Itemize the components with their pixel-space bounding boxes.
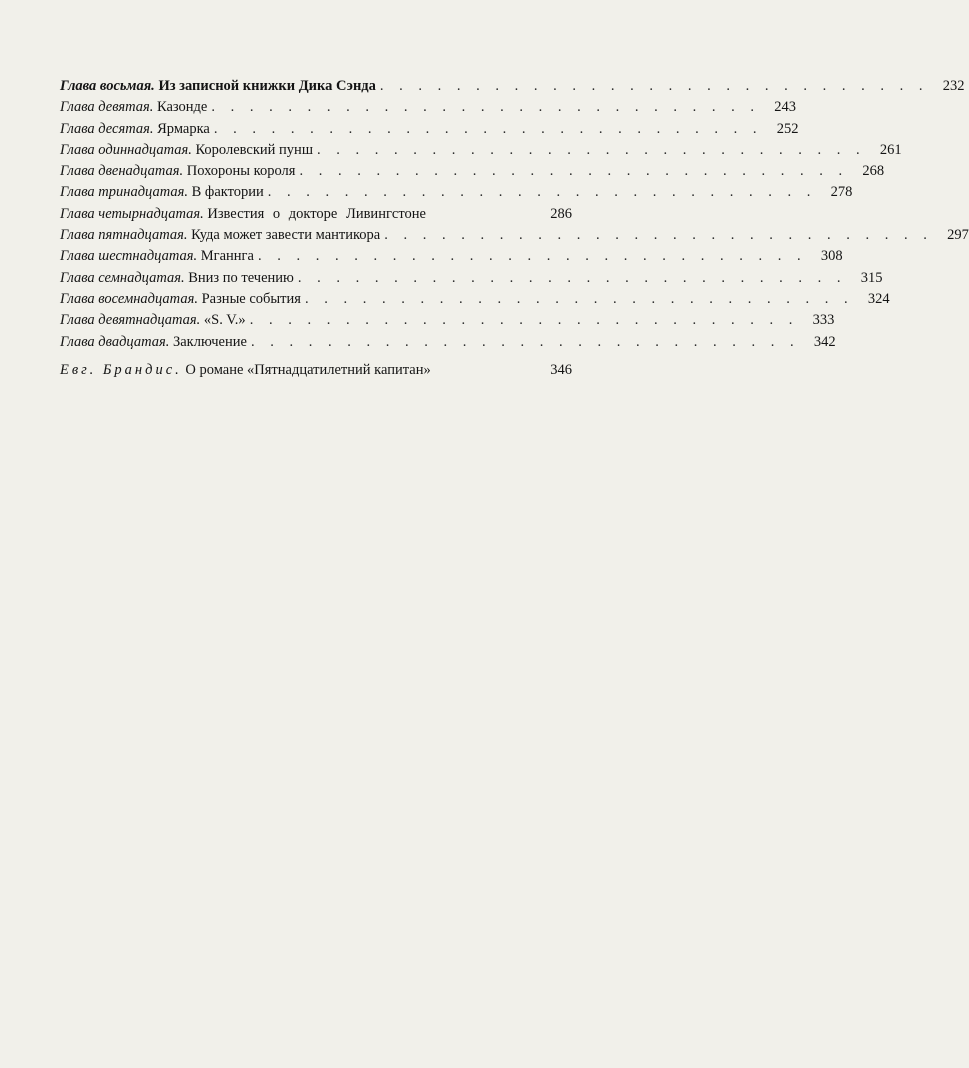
page-number: 333 [812,312,835,329]
chapter-number: Глава семнадцатая. [60,269,185,286]
chapter-title: Похороны короля [186,163,296,180]
toc-entry-12 [60,163,885,184]
page-number: 286 [550,205,572,222]
leader-dots: . . . . . . . . . . . . . . . . . . . . . . . . . . . . . [299,163,849,180]
page-number: 278 [830,184,853,201]
toc-entry-16 [60,248,843,269]
chapter-title: Казонде [156,99,208,116]
toc-entry-10 [60,120,799,142]
chapter-number: Глава двенадцатая. [60,163,184,180]
chapter-title: Разные события [201,290,301,307]
chapter-title: Куда может завести мантикора [191,227,381,244]
page-number: 308 [820,248,843,265]
toc-entry-15 [60,227,969,248]
page-number: 315 [860,269,883,286]
chapter-number: Глава пятнадцатая. [60,227,188,244]
toc-entry-14 [60,206,572,227]
chapter-number: Глава одиннадцатая. [60,141,192,158]
chapter-title: Ярмарка [157,120,210,137]
chapter-title: Известия о докторе Ливингстоне [207,205,426,222]
chapter-number: Глава четырнадцатая. [60,205,204,222]
leader-dots: . . . . . . . . . . . . . . . . . . . . . . . . . . . . . [317,141,866,158]
leader-dots: . . . . . . . . . . . . . . . . . . . . . . . . . . . . . [297,269,847,286]
chapter-title: «S. V.» [203,312,246,329]
toc-entry-afterword [60,362,572,383]
page-number: 261 [879,141,902,158]
toc-entry-8 [60,78,965,99]
chapter-number: Глава девятнадцатая. [60,312,201,329]
chapter-title: В фактории [191,184,264,201]
chapter-number: Глава тринадцатая. [60,184,188,201]
page-number: 243 [774,99,796,116]
page-number: 232 [942,78,965,94]
afterword-author: Евг. Брандис. [60,361,182,378]
chapter-title: Вниз по течению [188,269,294,286]
toc-entry-20 [60,333,836,355]
chapter-number: Глава девятая. [60,99,154,116]
leader-dots: . . . . . . . . . . . . . . . . . . . . . . . . . . . . . [213,120,763,137]
chapter-title: Заключение [172,333,247,350]
leader-dots: . . . . . . . . . . . . . . . . . . . . . . . . . . . . . [250,333,800,350]
chapter-number: Глава двадцатая. [60,333,170,350]
page-number: 297 [947,227,969,244]
page-number: 342 [813,333,836,350]
toc-entry-13 [60,184,853,205]
leader-dots: . . . . . . . . . . . . . . . . . . . . . . . . . . . . . [379,78,929,94]
page-number: 324 [867,290,890,307]
chapter-number: Глава шестнадцатая. [60,248,198,265]
chapter-title: Королевский пунш [195,141,313,158]
table-of-contents [60,78,969,383]
chapter-number: Глава восемнадцатая. [60,290,198,307]
toc-entry-17 [60,269,883,291]
chapter-number: Глава восьмая. [60,78,155,94]
chapter-title: Мганнга [200,248,254,265]
leader-dots: . . . . . . . . . . . . . . . . . . . . . . . . . . . . . [384,227,933,244]
leader-dots: . . . . . . . . . . . . . . . . . . . . . . . . . . . . . [257,248,807,265]
chapter-number: Глава десятая. [60,120,154,137]
toc-entry-11 [60,141,902,163]
leader-dots: . . . . . . . . . . . . . . . . . . . . . . . . . . . . . [249,312,799,329]
toc-entry-18 [60,290,890,312]
page-number: 252 [776,120,799,137]
afterword-title: О романе «Пятнадцатилетний капитан» [185,361,431,378]
toc-entry-9 [60,99,796,120]
page-number: 268 [862,163,885,180]
toc-entry-19 [60,312,835,333]
leader-dots: . . . . . . . . . . . . . . . . . . . . . . . . . . . . . [267,184,817,201]
leader-dots: . . . . . . . . . . . . . . . . . . . . . . . . . . . . . [304,290,854,307]
page-number: 346 [550,361,572,378]
chapter-title: Из записной книжки Дика Сэнда [158,78,376,94]
leader-dots: . . . . . . . . . . . . . . . . . . . . . . . . . . . . . [211,99,760,116]
